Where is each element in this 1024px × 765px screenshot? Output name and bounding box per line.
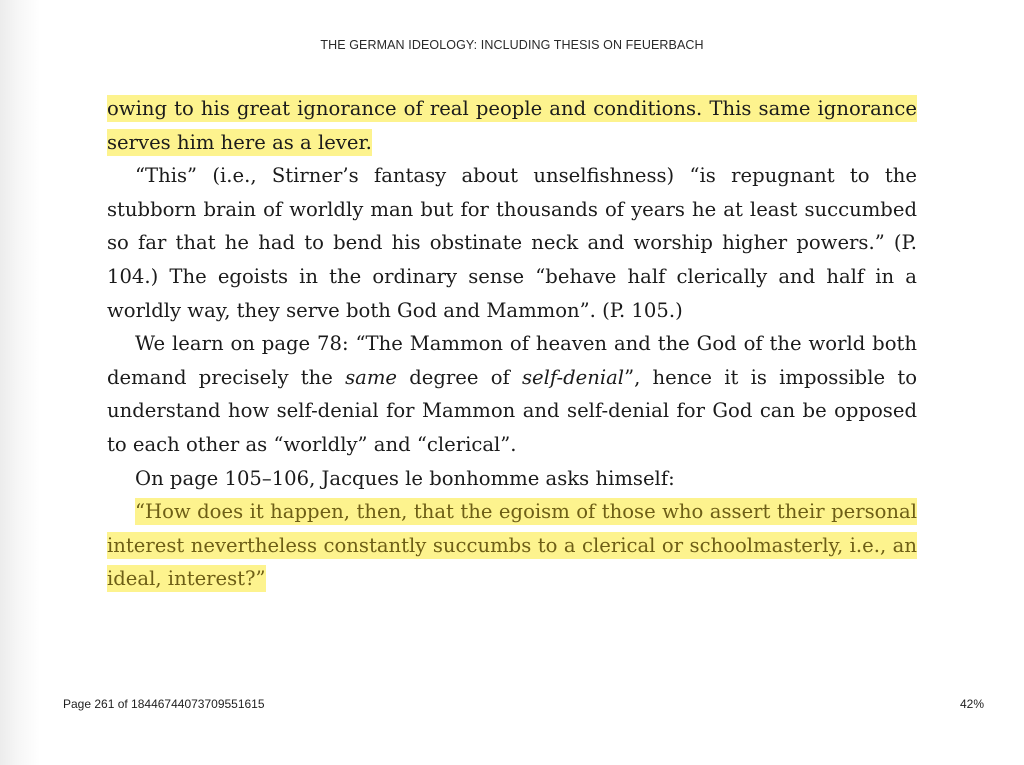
page-indicator: Page 261 of 18446744073709551615 <box>63 697 265 711</box>
paragraph-text: ”, hence it is impossible to understand how self-denial for Mammon and self-denial for God can be opposed to each other as “worldly” and “clerical”. <box>107 365 917 456</box>
paragraph-continuation <box>107 92 917 159</box>
quoted-paragraph <box>107 495 917 596</box>
paragraph-text: We learn on page 78: “The Mammon of heaven and the God of the world both demand precisely the <box>107 332 917 389</box>
paragraph-text: degree of <box>397 365 522 389</box>
emphasis-text: self-denial <box>522 365 625 389</box>
text-highlight[interactable]: “How does it happen, then, that the egoism of those who assert their personal interest nevertheless constantly succumbs to a clerical or schoolmasterly, i.e., an ideal, interest?” <box>107 500 917 591</box>
paragraph <box>107 327 917 461</box>
emphasis-text: same <box>345 365 398 389</box>
reading-progress: 42% <box>959 697 984 711</box>
paragraph: On page 105–106, Jacques le bonhomme asks himself: <box>135 466 675 490</box>
text-highlight[interactable]: owing to his great ignorance of real people and conditions. This same ignorance serves him here as a lever. <box>107 97 917 154</box>
paragraph: “This” (i.e., Stirner’s fantasy about unselfishness) “is repugnant to the stubborn brain of worldly man but for thousands of years he at least succumbed so far that he had to bend his obstinate neck and worship higher powers.” (P. 104.) The egoists in the ordinary sense “behave half clerically and half in a worldly way, they serve both God and Mammon”. (P. 105.) <box>107 164 917 322</box>
page-edge-shadow <box>0 0 40 765</box>
book-title: THE GERMAN IDEOLOGY: INCLUDING THESIS ON FEUERBACH <box>320 38 704 52</box>
reading-pane[interactable] <box>107 92 917 596</box>
